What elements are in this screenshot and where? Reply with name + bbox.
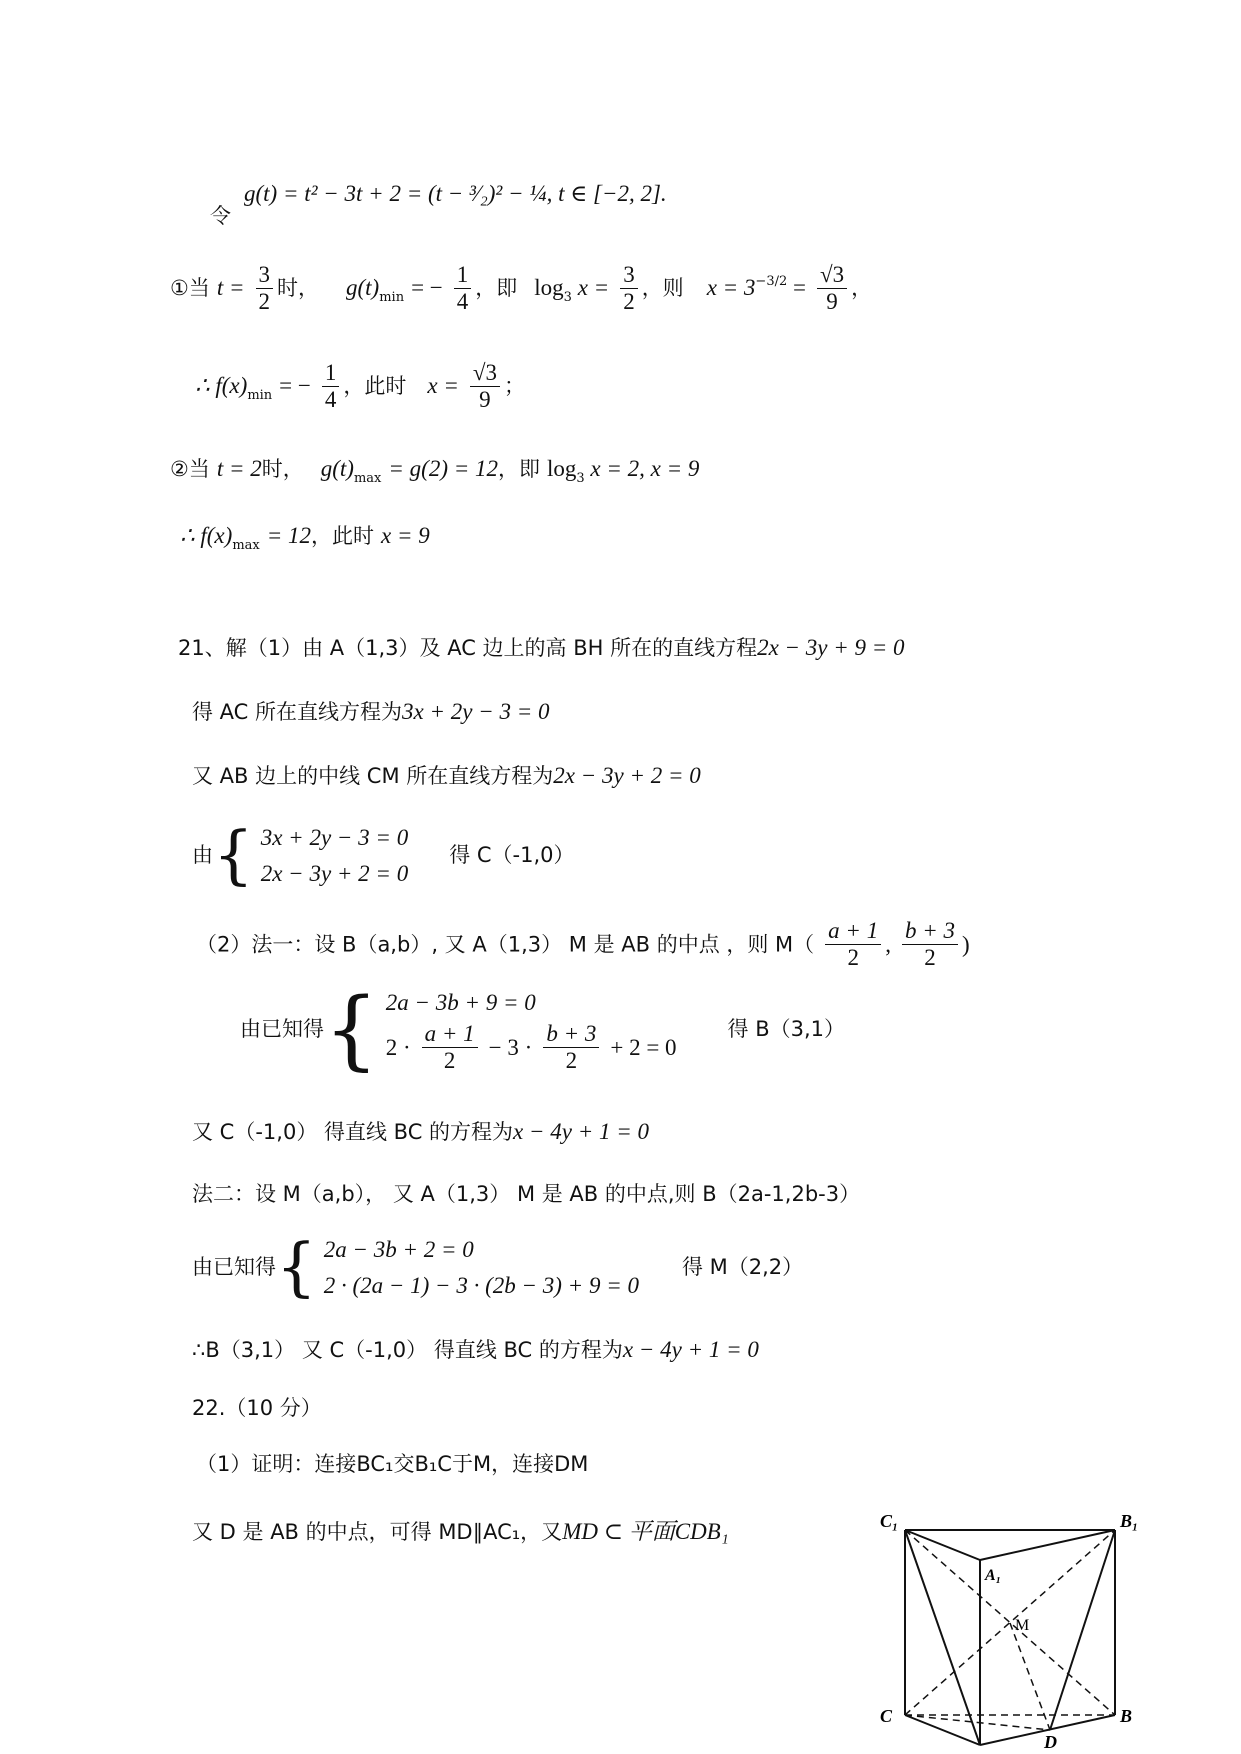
- shi-label: 时，: [261, 457, 304, 481]
- frac-1-4: [322, 360, 340, 414]
- case-1-line: [170, 262, 872, 316]
- ze-label: ，则: [641, 275, 684, 300]
- log-x-eq: x =: [571, 274, 610, 300]
- bh-equation: 2x − 3y + 9 = 0: [757, 635, 905, 660]
- circle-1: ①: [170, 275, 189, 300]
- frac-num: √3: [470, 360, 500, 387]
- circle-2: ②: [170, 457, 189, 481]
- md-text: 又 D 是 AB 的中点，可得 MD∥AC₁，又: [192, 1520, 563, 1544]
- b-result: 得 B（3,1）: [727, 1017, 846, 1042]
- system-equations: [386, 985, 677, 1075]
- method1-text: （2）法一：设 B（a,b）, 又 A（1,3） M 是 AB 的中点 ，则 M（: [196, 932, 815, 957]
- frac-num: 3: [620, 262, 638, 289]
- bc-equation: x − 4y + 1 = 0: [513, 1119, 650, 1144]
- label-c1: C₁: [880, 1511, 899, 1531]
- frac-den: 2: [258, 289, 270, 315]
- let-label: 令: [210, 204, 231, 228]
- q21-system-2: [240, 979, 846, 1080]
- frac-a1-2: [422, 1021, 478, 1075]
- label-c: C: [880, 1706, 893, 1726]
- frac-1-4: [454, 262, 472, 316]
- system-eq-a: 3x + 2y − 3 = 0: [260, 825, 409, 850]
- bc-text: 又 C（-1,0） 得直线 BC 的方程为: [192, 1120, 514, 1144]
- known-label: 由已知得: [192, 1255, 276, 1280]
- frac-num: 3: [256, 262, 274, 289]
- t-eq-2: t = 2: [216, 456, 262, 481]
- g-definition-expr: g(t) = t² − 3t + 2 = (t − ³⁄₂)² − ¼, t ∈ [−2, 2].: [244, 181, 667, 206]
- min-sub: min: [247, 387, 273, 403]
- x-eq: x =: [427, 372, 459, 398]
- semicolon: ；: [503, 373, 525, 398]
- bc-text-2: ∴B（3,1） 又 C（-1,0） 得直线 BC 的方程为: [192, 1338, 623, 1362]
- you-label: 由: [192, 843, 213, 868]
- ji-label: ，即: [475, 275, 518, 300]
- x-eq-9: x = 9: [381, 523, 430, 548]
- log-text: log: [547, 456, 577, 481]
- frac-den: 4: [456, 289, 469, 315]
- prism-figure: [870, 1505, 1150, 1750]
- g-min: g(t): [346, 274, 380, 300]
- frac-den: 2: [443, 1048, 456, 1074]
- frac-3-2b: [620, 262, 638, 316]
- system-eq-b: 2x − 3y + 2 = 0: [260, 860, 409, 886]
- label-a1: A₁: [985, 1567, 1002, 1584]
- system-eq-b: 2 · (2a − 1) − 3 · (2b − 3) + 9 = 0: [323, 1272, 639, 1298]
- cm-text: 又 AB 边上的中线 CM 所在直线方程为: [192, 764, 554, 788]
- edge-a1-b1: [980, 1530, 1115, 1560]
- frac-den: 9: [826, 289, 838, 315]
- t-eq: t =: [216, 274, 245, 300]
- frac-den: 2: [565, 1048, 578, 1074]
- ci-shi-label: ，此时: [311, 524, 375, 548]
- bc-equation-2: x − 4y + 1 = 0: [622, 1337, 759, 1362]
- frac-sqrt3-9: [470, 360, 500, 414]
- ji-label: ，即: [498, 457, 540, 481]
- g-max-value: = g(2) = 12: [388, 456, 498, 481]
- when-label: 当: [188, 275, 210, 300]
- eq-b-mid: − 3 ·: [488, 1034, 533, 1060]
- frac-den: 2: [847, 945, 859, 971]
- q21-intro: 21、解（1）由 A（1,3）及 AC 边上的高 BH 所在的直线方程: [178, 636, 758, 660]
- label-d: D: [1044, 1732, 1057, 1750]
- f-max-value: = 12: [266, 523, 312, 548]
- system-equations: [324, 1232, 639, 1303]
- label-b: B: [1120, 1706, 1133, 1726]
- frac-den: 2: [924, 945, 936, 971]
- ac-text: 得 AC 所在直线方程为: [192, 700, 403, 724]
- eq-b-pre: 2 ·: [385, 1034, 411, 1060]
- log-result: x = 2, x = 9: [584, 456, 700, 481]
- frac-num: b + 3: [902, 918, 958, 945]
- edge-c-d: [905, 1715, 1050, 1730]
- brace: {: [324, 979, 379, 1080]
- system-eq-a: 2a − 3b + 9 = 0: [385, 990, 536, 1015]
- let-g-definition: [210, 180, 667, 228]
- max-sub: max: [232, 538, 260, 553]
- q21-line-7: [192, 1118, 649, 1146]
- c-result: 得 C（-1,0）: [449, 843, 575, 868]
- brace: {: [276, 1230, 317, 1305]
- segment-m-d: [1010, 1623, 1050, 1730]
- log-text: log: [534, 274, 564, 300]
- cm-equation: 2x − 3y + 2 = 0: [553, 763, 701, 788]
- comma-sep: ,: [885, 932, 891, 958]
- comma: ，: [851, 275, 873, 300]
- eq-minus: = −: [279, 372, 311, 398]
- exponent: −3/2: [755, 273, 788, 289]
- brace: {: [213, 818, 254, 893]
- system-equations: [261, 820, 408, 891]
- frac-3-2: [256, 262, 274, 316]
- frac-den: 4: [324, 387, 337, 413]
- g-max: g(t): [320, 456, 354, 481]
- q22-proof-line-2: [192, 1518, 729, 1546]
- q21-line-5: [196, 918, 970, 972]
- q21-line-10: [192, 1336, 759, 1364]
- method2-text: 法二：设 M（a,b）， 又 A（1,3） M 是 AB 的中点,则 B（2a-1,2b-3）: [192, 1182, 861, 1206]
- eq-sign: =: [787, 274, 806, 300]
- frac-sqrt3-9: [817, 262, 847, 316]
- q22-title: 22.（10 分）: [192, 1396, 322, 1420]
- shi-label: 时，: [277, 275, 319, 300]
- q21-line-2: [192, 698, 550, 726]
- eq-b-end: + 2 = 0: [610, 1034, 677, 1060]
- log-base: 3: [576, 471, 585, 486]
- q21-line-3: [192, 762, 701, 790]
- frac-den: 9: [479, 387, 491, 413]
- frac-a1-2: [825, 918, 881, 972]
- q21-system-3: [192, 1232, 803, 1303]
- min-sub: min: [379, 289, 405, 305]
- system-eq-a: 2a − 3b + 2 = 0: [323, 1237, 474, 1262]
- label-b1: B₁: [1120, 1511, 1139, 1531]
- case-2-line: [170, 455, 699, 487]
- q21-line-1: [178, 634, 905, 662]
- ac-equation: 3x + 2y − 3 = 0: [402, 699, 550, 724]
- f-max-lead: ∴ f(x): [180, 523, 233, 548]
- q22-proof-line-1: （1）证明：连接BC₁交B₁C于M，连接DM: [196, 1452, 589, 1476]
- frac-num: 1: [322, 360, 340, 387]
- frac-den: 2: [623, 289, 635, 315]
- max-sub: max: [353, 471, 382, 486]
- edge-c1-a1: [905, 1530, 980, 1560]
- md-subset: MD ⊂ 平面CDB₁: [562, 1519, 729, 1544]
- edge-b1-d: [1050, 1530, 1115, 1730]
- frac-num: a + 1: [422, 1021, 478, 1048]
- m-result: 得 M（2,2）: [681, 1255, 804, 1280]
- q21-system-1: [192, 820, 575, 891]
- close-paren: ): [961, 932, 970, 958]
- frac-num: √3: [817, 262, 847, 289]
- when-label: 当: [188, 457, 210, 481]
- x-eq-3: x = 3: [706, 274, 756, 300]
- frac-b3-2: [902, 918, 958, 972]
- f-max-line: [180, 522, 430, 554]
- frac-num: a + 1: [825, 918, 881, 945]
- known-label: 由已知得: [240, 1017, 324, 1042]
- frac-num: b + 3: [543, 1021, 599, 1048]
- frac-b3-2: [543, 1021, 599, 1075]
- eq-minus: = −: [411, 274, 443, 300]
- f-min-line: [195, 360, 525, 414]
- q21-line-8: [192, 1182, 860, 1208]
- frac-num: 1: [454, 262, 472, 289]
- label-m: M: [1015, 1617, 1030, 1634]
- log-base: 3: [563, 289, 572, 305]
- f-min-lead: ∴ f(x): [195, 372, 248, 398]
- ci-shi-label: ，此时: [343, 373, 407, 398]
- system-eq-b: [386, 1021, 677, 1075]
